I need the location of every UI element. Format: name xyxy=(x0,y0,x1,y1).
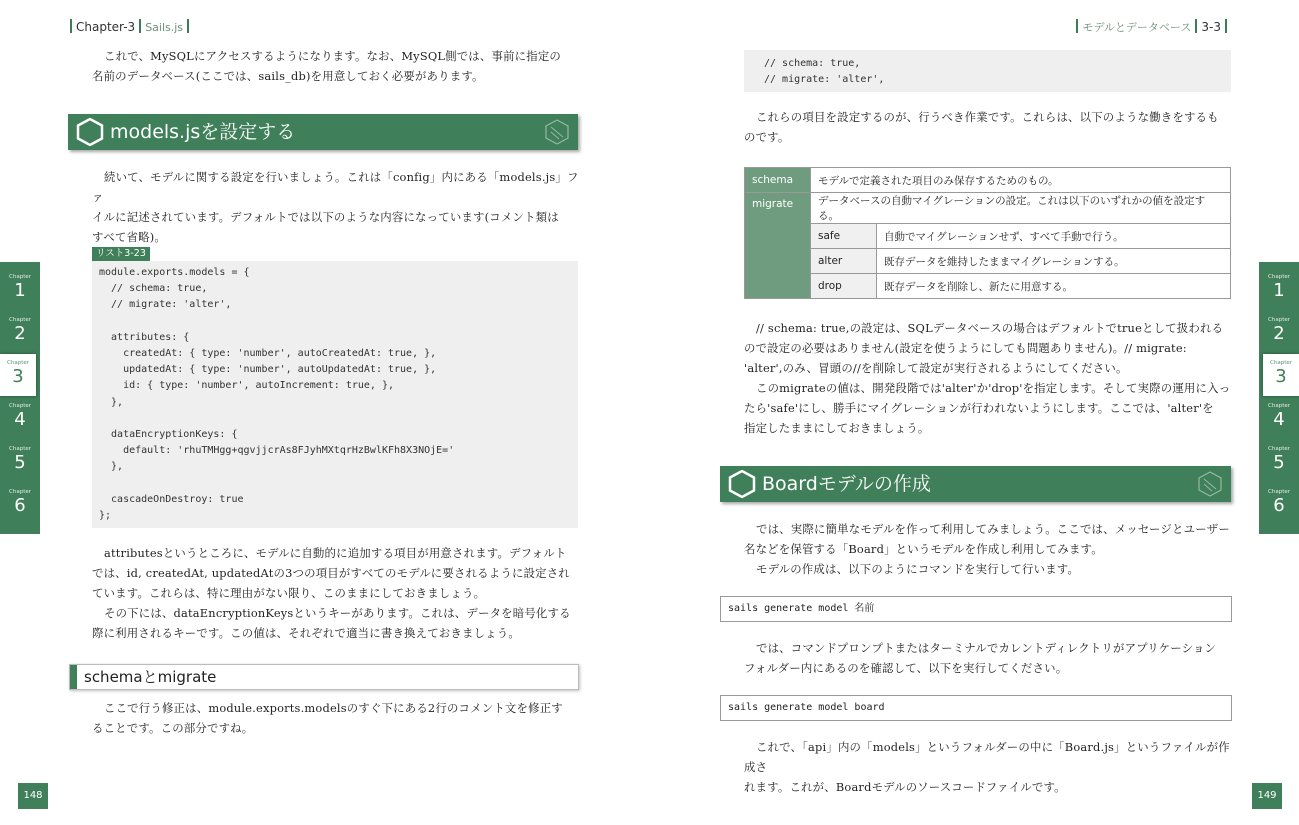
chapter-tab-4[interactable]: Chapter 4 xyxy=(1268,403,1290,430)
table-option-desc: 既存データを維持したままマイグレーションする。 xyxy=(877,249,1231,274)
code-line xyxy=(99,475,578,491)
chapter-tabs-right xyxy=(1259,262,1299,534)
right-running-header xyxy=(1072,19,1231,35)
table-value-cell: データベースの自動マイグレーションの設定。これは以下のいずれかの値を設定する。 xyxy=(811,193,1231,224)
chapter-tab-3-active[interactable]: Chapter 3 xyxy=(0,354,36,396)
text-line: モデルの作成は、以下のようにコマンドを実行して行います。 xyxy=(756,562,1080,576)
header-bar xyxy=(187,19,189,33)
section-heading-title: Boardモデルの作成 xyxy=(762,473,931,495)
chapter-tab-2[interactable]: Chapter 2 xyxy=(9,317,31,344)
code-line xyxy=(99,411,578,427)
text-line: // schema: true,の設定は、SQLデータベースの場合はデフォルトでtrueとして扱われる xyxy=(756,321,1224,335)
table-key-cell: migrate xyxy=(745,193,811,299)
text-line: ることです。この部分ですね。 xyxy=(92,721,254,735)
code-line: module.exports.models = { xyxy=(99,267,250,278)
text-line: たら'safe'にし、勝手にマイグレーションが行われないようにします。ここでは、'alter'を xyxy=(744,401,1214,415)
code-line xyxy=(99,314,578,330)
code-line: }, xyxy=(99,461,124,473)
code-line: // schema: true, xyxy=(764,58,861,69)
table-option-desc: 既存データを削除し、新たに用意する。 xyxy=(877,274,1231,299)
command-box-board: sails generate model board xyxy=(720,695,1232,721)
text-line: その下には、dataEncryptionKeysというキーがあります。これは、データを暗号化する xyxy=(104,606,571,620)
text-line: フォルダー内にあるのを確認して、以下を実行してください。 xyxy=(744,661,1068,675)
chapter-tab-6[interactable]: Chapter 6 xyxy=(1268,489,1290,516)
table-row xyxy=(745,249,1231,274)
header-bar xyxy=(1195,19,1197,33)
decorative-hexagon-icon xyxy=(1197,471,1223,497)
text-line: のです。 xyxy=(744,130,790,144)
text-line: これで、「api」内の「models」というフォルダーの中に「Board.js」というファイルが作成さ xyxy=(744,740,1230,774)
text-line: では、実際に簡単なモデルを作って利用してみましょう。ここでは、メッセージとユーザー xyxy=(756,522,1230,536)
text-line: れます。これが、Boardモデルのソースコードファイルです。 xyxy=(744,780,1066,794)
left-paragraph-2 xyxy=(92,543,582,643)
left-chapter-label: Chapter-3 xyxy=(76,20,136,34)
table-option-desc: 自動でマイグレーションせず、すべて手動で行う。 xyxy=(877,224,1231,249)
code-line: // schema: true, xyxy=(99,283,208,295)
chapter-tab-1[interactable]: Chapter 1 xyxy=(1268,274,1290,301)
code-line: // migrate: 'alter', xyxy=(764,74,885,86)
right-paragraph-2 xyxy=(744,318,1234,438)
text-line: 際に利用されるキーです。この値は、それぞれで適当に書き換えておきましょう。 xyxy=(92,626,520,640)
text-line: 名などを保管する「Board」というモデルを作成し利用してみます。 xyxy=(744,542,1103,556)
page-number-right: 149 xyxy=(1252,783,1282,809)
chapter-tab-5[interactable]: Chapter 5 xyxy=(9,446,31,473)
code-line: default: 'rhuTMHgg+qgvjjcrAs8FJyhMXtqrHzBwlKFh8X3NOjE=' xyxy=(99,445,455,457)
right-paragraph-4 xyxy=(744,638,1234,678)
header-bar xyxy=(1225,19,1227,33)
table-option-key: alter xyxy=(811,249,877,274)
text-line: ので設定の必要はありません(設定を使うようにしても問題ありません)。// migrate: xyxy=(744,341,1187,355)
code-line: updatedAt: { type: 'number', autoUpdatedAt: true, }, xyxy=(99,364,437,376)
text-line: 'alter',のみ、冒頭の//を削除して設定が実行されるようにしてください。 xyxy=(744,361,1128,375)
left-intro-paragraph xyxy=(92,46,582,86)
text-line: イルに記述されています。デフォルトでは以下のような内容になっています(コメント類は xyxy=(92,210,559,224)
text-line: これで、MySQLにアクセスするようになります。なお、MySQL側では、事前に指定の xyxy=(104,49,562,63)
table-row xyxy=(745,224,1231,249)
text-line: すべて省略)。 xyxy=(92,230,166,244)
code-line: createdAt: { type: 'number', autoCreatedAt: true, }, xyxy=(99,347,437,359)
code-line: }; xyxy=(99,509,112,521)
table-option-key: drop xyxy=(811,274,877,299)
text-line: では、コマンドプロンプトまたはターミナルでカレントディレクトリがアプリケーション xyxy=(756,641,1217,655)
section-heading-board-model xyxy=(720,466,1231,502)
table-value-cell: モデルで定義された項目のみ保存するためのもの。 xyxy=(811,168,1231,193)
text-line: ています。これらは、特に理由がない限り、このままにしておきましょう。 xyxy=(92,586,486,600)
right-paragraph-3 xyxy=(744,519,1234,579)
right-section-label: モデルとデータベース xyxy=(1082,21,1192,34)
decorative-hexagon-icon xyxy=(544,119,570,145)
hexagon-icon xyxy=(76,118,104,146)
table-row xyxy=(745,274,1231,299)
chapter-tab-6[interactable]: Chapter 6 xyxy=(9,489,31,516)
text-line: これらの項目を設定するのが、行うべき作業です。これらは、以下のような働きをするも xyxy=(756,110,1219,124)
text-line: 続いて、モデルに関する設定を行いましょう。これは「config」内にある「models.js」ファ xyxy=(92,170,579,204)
code-line: attributes: { xyxy=(99,331,190,343)
table-row xyxy=(745,193,1231,224)
right-paragraph-1 xyxy=(744,107,1234,147)
table-option-key: safe xyxy=(811,224,877,249)
chapter-tab-5[interactable]: Chapter 5 xyxy=(1268,446,1290,473)
code-snippet-top xyxy=(744,50,1231,92)
code-line: // migrate: 'alter', xyxy=(99,299,232,311)
text-line: では、id, createdAt, updatedAtの3つの項目がすべてのモデルに要されるように設定され xyxy=(92,566,570,580)
code-line: cascadeOnDestroy: true xyxy=(99,493,244,505)
chapter-tab-1[interactable]: Chapter 1 xyxy=(9,274,31,301)
left-section-label: Sails.js xyxy=(145,21,184,34)
settings-table xyxy=(744,167,1231,299)
header-bar xyxy=(1076,19,1078,33)
subheading-marker xyxy=(70,665,77,689)
page-number-left: 148 xyxy=(18,783,48,809)
hexagon-icon xyxy=(728,470,756,498)
left-paragraph-3 xyxy=(92,698,582,738)
subheading-title: schemaとmigrate xyxy=(84,668,217,686)
header-bar xyxy=(139,19,141,33)
chapter-tab-2[interactable]: Chapter 2 xyxy=(1268,317,1290,344)
section-heading-title: models.jsを設定する xyxy=(110,121,296,143)
header-bar xyxy=(70,19,72,33)
table-row xyxy=(745,168,1231,193)
right-section-number: 3-3 xyxy=(1201,20,1221,34)
chapter-tab-4[interactable]: Chapter 4 xyxy=(9,403,31,430)
text-line: このmigrateの値は、開発段階では'alter'か'drop'を指定します。そして実際の運用に入っ xyxy=(756,381,1231,395)
text-line: 指定したままにしておきましょう。 xyxy=(744,421,930,435)
section-heading-models-js xyxy=(68,114,578,150)
listing-label: リスト3-23 xyxy=(92,247,150,261)
chapter-tabs-left xyxy=(0,262,40,534)
code-line: }, xyxy=(99,396,124,408)
right-paragraph-5 xyxy=(744,737,1234,797)
text-line: ここで行う修正は、module.exports.modelsのすぐ下にある2行のコメント文を修正す xyxy=(104,701,563,715)
code-line: id: { type: 'number', autoIncrement: true, }, xyxy=(99,380,395,392)
code-line: dataEncryptionKeys: { xyxy=(99,428,238,440)
left-running-header xyxy=(66,19,193,34)
command-box-generic: sails generate model 名前 xyxy=(720,596,1232,622)
code-listing xyxy=(92,261,578,528)
text-line: 名前のデータベース(ここでは、sails_db)を用意しておく必要があります。 xyxy=(92,69,484,83)
subheading-schema-migrate xyxy=(69,664,579,690)
left-paragraph-1 xyxy=(92,167,582,247)
text-line: attributesというところに、モデルに自動的に追加する項目が用意されます。デフォルト xyxy=(104,546,567,560)
chapter-tab-3-active[interactable]: Chapter 3 xyxy=(1263,354,1299,396)
table-key-cell: schema xyxy=(745,168,811,193)
